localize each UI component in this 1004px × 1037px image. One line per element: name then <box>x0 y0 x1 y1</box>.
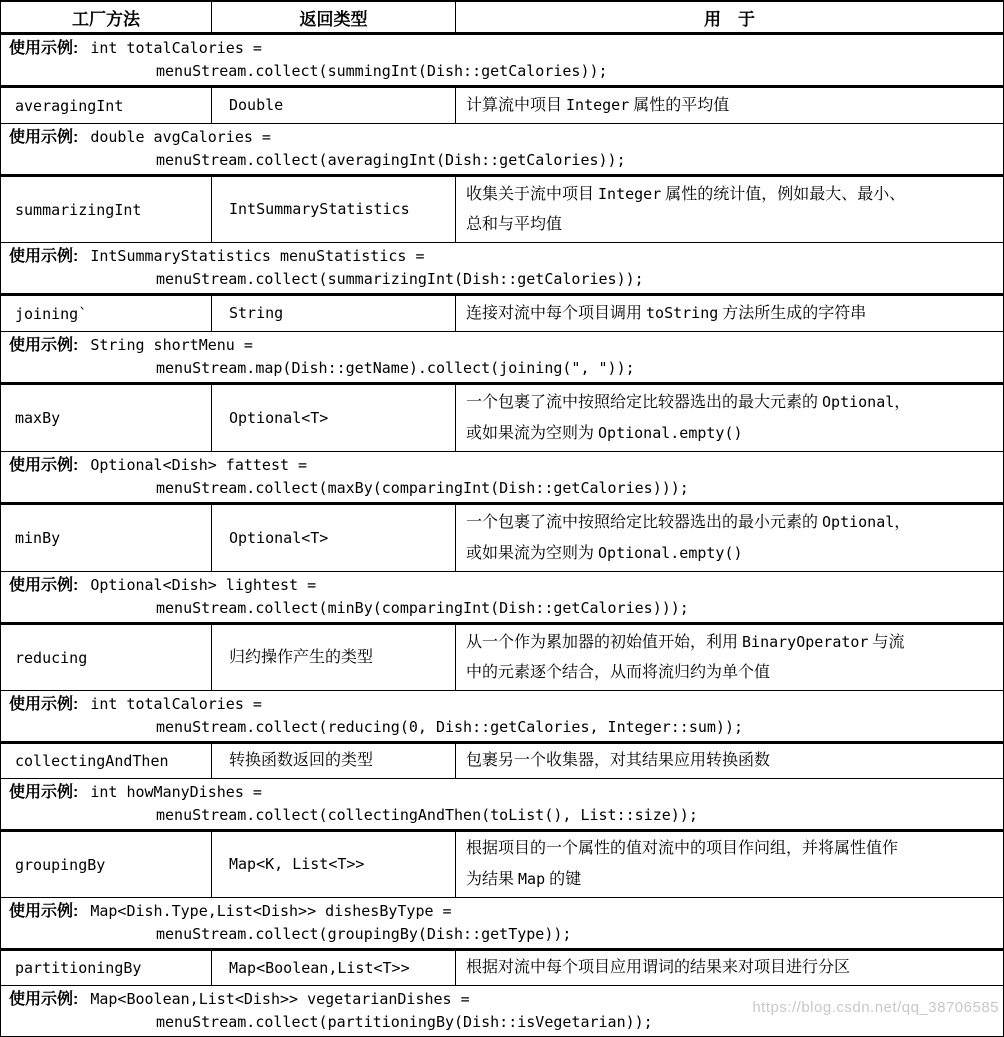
return-type-cell <box>212 951 456 985</box>
usage-example-code-line2: menuStream.collect(collectingAndThen(toList(), List::size)); <box>156 806 698 824</box>
chinese-text: 根据对流中每个项目应用谓词的结果来对项目进行分区 <box>466 959 851 976</box>
chinese-text: 归约操作产生的类型 <box>229 648 374 666</box>
chinese-text: 属性的统计值，例如最大、最小、 <box>661 186 906 203</box>
chinese-text: 为结果 <box>466 871 519 888</box>
code-text: Optional<T> <box>229 408 329 427</box>
method-row <box>1 88 1003 124</box>
used-for-text <box>466 746 770 776</box>
chinese-text: ， <box>894 394 911 411</box>
usage-example-line2 <box>9 357 1003 380</box>
usage-example-code-line2: menuStream.collect(groupingBy(Dish::getType)); <box>156 925 572 943</box>
used-for-cell <box>456 951 1003 985</box>
usage-example-code-line2: menuStream.collect(summarizingInt(Dish::getCalories)); <box>156 270 644 288</box>
return-type-cell <box>212 505 456 571</box>
usage-example-code-line1: int totalCalories = <box>90 695 262 713</box>
factory-method-name: summarizingInt <box>15 200 142 219</box>
usage-example-label: 使用示例: <box>9 129 79 146</box>
col-header-used-for: 用 于 <box>704 9 755 29</box>
return-type-text <box>229 953 410 984</box>
chinese-text: 从一个作为累加器的初始值开始，利用 <box>466 634 743 651</box>
used-for-text <box>466 298 866 329</box>
table-body <box>1 35 1003 1037</box>
chinese-text: 一个包裹了流中按照给定比较器选出的最大元素的 <box>466 394 823 411</box>
factory-method-cell <box>1 177 212 242</box>
used-for-text <box>466 90 729 121</box>
chinese-text: 属性的平均值 <box>629 97 730 114</box>
code-text: BinaryOperator <box>742 633 869 651</box>
return-type-text <box>229 523 328 554</box>
used-for-text <box>466 387 910 449</box>
usage-example-line1 <box>9 245 1003 268</box>
usage-example-code-line2: menuStream.collect(summingInt(Dish::getCalories)); <box>156 62 608 80</box>
chinese-text: 或如果流为空则为 <box>466 545 599 562</box>
usage-example-line1 <box>9 574 1003 597</box>
code-text: Map<K, List<T>> <box>229 855 365 873</box>
code-text: Integer <box>598 185 662 203</box>
usage-example-line2 <box>9 268 1003 291</box>
chinese-text: 包裹另一个收集器，对其结果应用转换函数 <box>466 752 771 769</box>
usage-example-line1 <box>9 126 1003 149</box>
factory-method-cell <box>1 385 212 451</box>
used-for-text <box>466 834 898 895</box>
col-header-factory-method: 工厂方法 <box>1 2 212 32</box>
factory-method-name: minBy <box>15 529 61 547</box>
return-type-text <box>229 90 283 121</box>
factory-method-cell <box>1 296 212 331</box>
usage-example-code-line1: Optional<Dish> fattest = <box>90 456 308 474</box>
chinese-text: 的键 <box>545 871 582 888</box>
usage-example-line2 <box>9 477 1003 500</box>
chinese-text: 总和与平均值 <box>466 216 563 233</box>
usage-example-line2 <box>9 60 1003 83</box>
factory-method-name: groupingBy <box>15 855 106 874</box>
chinese-text: 根据项目的一个属性的值对流中的项目作问组，并将属性值作 <box>466 840 899 857</box>
return-type-cell <box>212 177 456 242</box>
usage-example-code-line1: IntSummaryStatistics menuStatistics = <box>90 247 425 265</box>
used-for-cell <box>456 744 1003 778</box>
usage-example-line2 <box>9 716 1003 739</box>
usage-example-label: 使用示例: <box>9 577 79 594</box>
usage-example-label: 使用示例: <box>9 903 79 920</box>
factory-method-cell <box>1 88 212 123</box>
usage-example-line1 <box>9 37 1003 60</box>
used-for-cell <box>456 177 1003 242</box>
usage-example-code-line1: Optional<Dish> lightest = <box>90 576 317 594</box>
code-text: toString <box>646 304 719 322</box>
usage-example-row <box>1 452 1003 505</box>
usage-example-line2 <box>9 804 1003 827</box>
return-type-text <box>229 298 283 329</box>
table-header-row <box>1 2 1003 35</box>
return-type-cell <box>212 385 456 451</box>
code-text: Optional<T> <box>229 528 329 547</box>
used-for-cell <box>456 385 1003 451</box>
usage-example-row <box>1 691 1003 744</box>
usage-example-code-line2: menuStream.collect(minBy(comparingInt(Dish::getCalories))); <box>156 599 689 617</box>
used-for-cell <box>456 505 1003 571</box>
col-header-return-type: 返回类型 <box>212 2 456 32</box>
usage-example-line2 <box>9 923 1003 946</box>
usage-example-code-line1: double avgCalories = <box>90 128 271 146</box>
usage-example-row <box>1 35 1003 88</box>
method-row <box>1 832 1003 898</box>
chinese-text: ， <box>894 514 911 531</box>
usage-example-code-line1: int howManyDishes = <box>90 783 262 801</box>
factory-method-name: joining` <box>15 304 88 323</box>
code-text: Optional.empty() <box>598 424 743 442</box>
usage-example-label: 使用示例: <box>9 696 79 713</box>
return-type-cell <box>212 832 456 897</box>
chinese-text: 方法所生成的字符串 <box>718 305 867 322</box>
method-row <box>1 177 1003 243</box>
used-for-cell <box>456 296 1003 331</box>
used-for-cell <box>456 625 1003 690</box>
usage-example-row <box>1 572 1003 625</box>
chinese-text: 转换函数返回的类型 <box>229 752 374 769</box>
usage-example-line1 <box>9 693 1003 716</box>
method-row <box>1 385 1003 452</box>
usage-example-line2 <box>9 149 1003 172</box>
factory-method-name: partitioningBy <box>15 959 142 977</box>
usage-example-line1 <box>9 781 1003 804</box>
usage-example-row <box>1 779 1003 832</box>
usage-example-code-line1: Map<Dish.Type,List<Dish>> dishesByType = <box>90 902 452 920</box>
usage-example-row <box>1 243 1003 296</box>
usage-example-code-line2: menuStream.map(Dish::getName).collect(joining(", ")); <box>156 359 635 377</box>
code-text: Optional.empty() <box>598 544 743 562</box>
used-for-text <box>466 627 904 688</box>
return-type-text <box>229 403 328 434</box>
factory-method-name: collectingAndThen <box>15 752 169 770</box>
code-text: Optional <box>822 393 895 411</box>
usage-example-code-line2: menuStream.collect(maxBy(comparingInt(Dish::getCalories))); <box>156 479 689 497</box>
usage-example-code-line2: menuStream.collect(partitioningBy(Dish::isVegetarian)); <box>156 1013 653 1031</box>
usage-example-code-line1: int totalCalories = <box>90 39 262 57</box>
factory-method-cell <box>1 744 212 778</box>
method-row <box>1 951 1003 986</box>
usage-example-row <box>1 124 1003 177</box>
chinese-text: 中的元素逐个结合，从而将流归约为单个值 <box>466 664 771 681</box>
usage-example-label: 使用示例: <box>9 991 79 1008</box>
chinese-text: 计算流中项目 <box>466 97 567 114</box>
usage-example-label: 使用示例: <box>9 40 79 57</box>
usage-example-line1 <box>9 454 1003 477</box>
code-text: IntSummaryStatistics <box>229 200 410 218</box>
code-text: Double <box>229 96 284 114</box>
factory-method-cell <box>1 625 212 690</box>
factory-method-cell <box>1 832 212 897</box>
usage-example-row <box>1 332 1003 385</box>
return-type-text <box>229 194 410 225</box>
code-text: Optional <box>822 513 895 531</box>
used-for-text <box>466 953 850 983</box>
code-text: Map<Boolean,List<T>> <box>229 958 410 977</box>
chinese-text: 一个包裹了流中按照给定比较器选出的最小元素的 <box>466 514 823 531</box>
factory-method-cell <box>1 951 212 985</box>
chinese-text: 或如果流为空则为 <box>466 425 599 442</box>
method-row <box>1 296 1003 332</box>
return-type-cell <box>212 296 456 331</box>
usage-example-code-line1: Map<Boolean,List<Dish>> vegetarianDishes = <box>90 990 470 1008</box>
chinese-text: 与流 <box>868 634 905 651</box>
usage-example-label: 使用示例: <box>9 337 79 354</box>
used-for-text <box>466 179 905 240</box>
usage-example-label: 使用示例: <box>9 784 79 801</box>
factory-method-name: maxBy <box>15 409 61 427</box>
csdn-watermark: https://blog.csdn.net/qq_38706585 <box>752 999 999 1016</box>
method-row <box>1 625 1003 691</box>
usage-example-line1 <box>9 900 1003 923</box>
chinese-text: 收集关于流中项目 <box>466 186 599 203</box>
usage-example-line2 <box>9 597 1003 620</box>
used-for-text <box>466 507 910 569</box>
used-for-cell <box>456 832 1003 897</box>
factory-method-name: averagingInt <box>15 96 124 115</box>
code-text: Integer <box>566 96 630 114</box>
factory-method-cell <box>1 505 212 571</box>
usage-example-line1 <box>9 334 1003 357</box>
usage-example-row <box>1 898 1003 951</box>
method-row <box>1 744 1003 779</box>
return-type-text <box>229 643 373 673</box>
used-for-cell <box>456 88 1003 123</box>
return-type-text <box>229 849 364 880</box>
return-type-text <box>229 746 373 776</box>
return-type-cell <box>212 625 456 690</box>
usage-example-label: 使用示例: <box>9 248 79 265</box>
return-type-cell <box>212 88 456 123</box>
usage-example-code-line1: String shortMenu = <box>90 336 253 354</box>
usage-example-code-line2: menuStream.collect(averagingInt(Dish::getCalories)); <box>156 151 626 169</box>
return-type-cell <box>212 744 456 778</box>
code-text: String <box>229 304 284 322</box>
usage-example-label: 使用示例: <box>9 457 79 474</box>
code-text: Map <box>518 870 546 888</box>
factory-method-name: reducing <box>15 648 88 667</box>
usage-example-code-line2: menuStream.collect(reducing(0, Dish::getCalories, Integer::sum)); <box>156 718 743 736</box>
method-row <box>1 505 1003 572</box>
chinese-text: 连接对流中每个项目调用 <box>466 305 647 322</box>
